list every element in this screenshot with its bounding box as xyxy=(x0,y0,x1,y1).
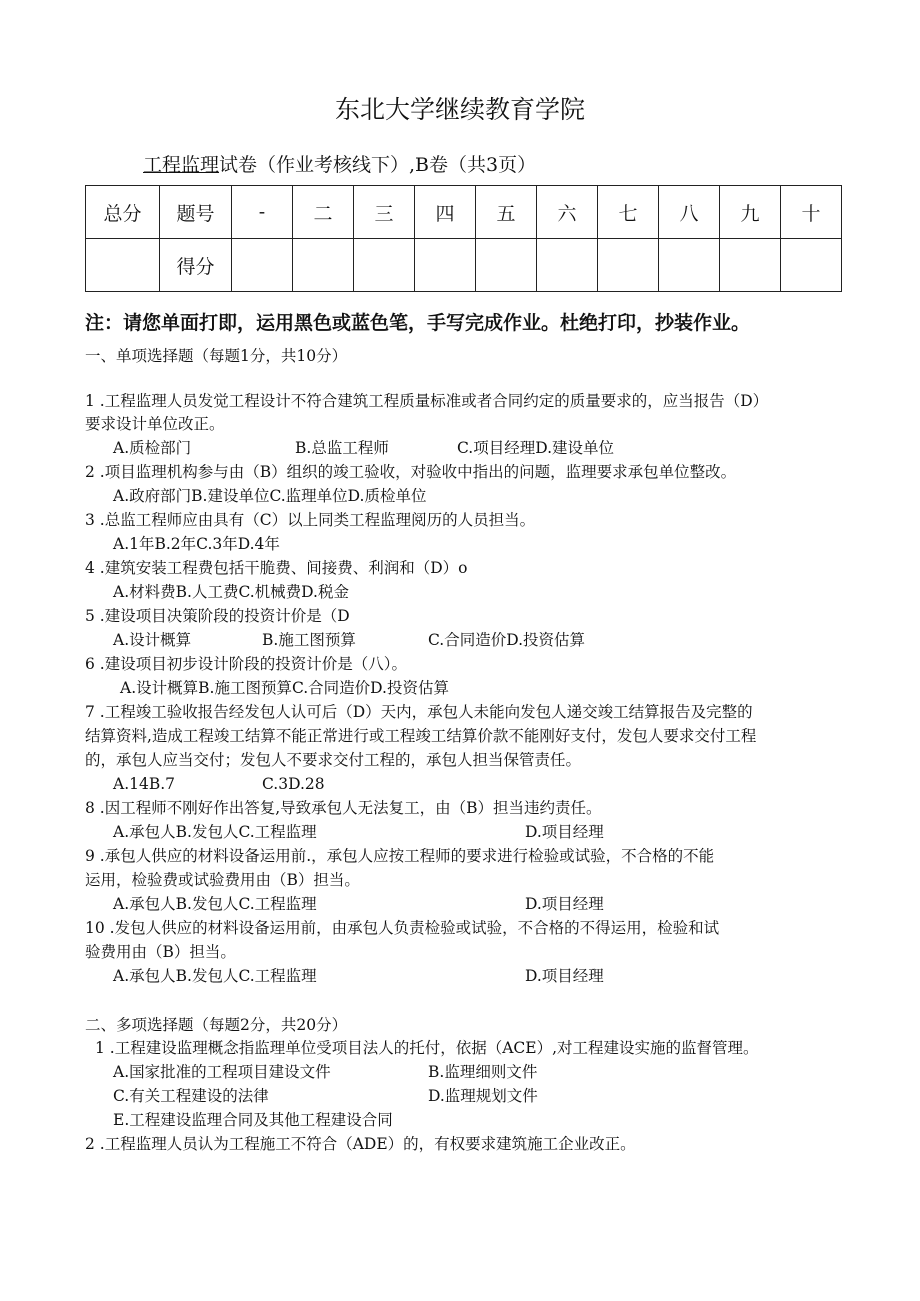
score-cell: 二 xyxy=(293,186,354,239)
score-table xyxy=(85,185,842,292)
question-text: 9 .承包人供应的材料设备运用前.，承包人应按工程师的要求进行检验或试验，不合格的不能 xyxy=(85,847,715,865)
option-text: B.总监工程师 xyxy=(295,439,389,457)
option-text: D.项目经理 xyxy=(525,823,604,841)
option-text: B.监理细则文件 xyxy=(428,1063,538,1081)
score-cell: 九 xyxy=(720,186,781,239)
option-text: A.承包人B.发包人C.工程监理 xyxy=(113,895,317,913)
question-text: 2 .项目监理机构参与由（B）组织的竣工验收，对验收中指出的问题，监理要求承包单位整改。 xyxy=(85,463,737,481)
score-blank xyxy=(232,239,293,292)
score-table-header-row xyxy=(86,186,842,239)
score-cell: 四 xyxy=(415,186,476,239)
score-blank xyxy=(354,239,415,292)
total-score-blank xyxy=(86,239,160,292)
question-text: 3 .总监工程师应由具有（C）以上同类工程监理阅历的人员担当。 xyxy=(85,511,536,529)
section-heading: 一、单项选择题（每题1分，共10分） xyxy=(85,347,348,365)
option-text: C.有关工程建设的法律 xyxy=(113,1087,269,1105)
score-blank xyxy=(537,239,598,292)
score-blank xyxy=(415,239,476,292)
option-text: D.监理规划文件 xyxy=(428,1087,538,1105)
score-blank xyxy=(781,239,842,292)
question-text: 1 .工程监理人员发觉工程设计不符合建筑工程质量标准或者合同约定的质量要求的，应当报告（D） xyxy=(85,392,769,410)
option-text: C.项目经理D.建设单位 xyxy=(457,439,615,457)
score-cell: 三 xyxy=(354,186,415,239)
exam-subtitle xyxy=(143,150,536,177)
instruction-note: 注：请您单面打即，运用黑色或蓝色笔，手写完成作业。杜绝打印，抄装作业。 xyxy=(85,312,751,334)
option-text: B.施工图预算 xyxy=(262,631,356,649)
score-table-score-row xyxy=(86,239,842,292)
exam-info: 试卷（作业考核线下）,B卷（共3页） xyxy=(219,154,537,176)
option-text: A.政府部门B.建设单位C.监理单位D.质检单位 xyxy=(113,487,427,505)
option-text: C.3D.28 xyxy=(262,775,325,793)
question-text: 结算资料,造成工程竣工结算不能正常进行或工程竣工结算价款不能刚好支付，发包人要求交付工程 xyxy=(85,727,757,745)
option-text: A.材料费B.人工费C.机械费D.税金 xyxy=(113,583,349,601)
school-title: 东北大学继续教育学院 xyxy=(334,95,585,124)
score-blank xyxy=(293,239,354,292)
option-text: A.承包人B.发包人C.工程监理 xyxy=(113,823,317,841)
option-text: C.合同造价D.投资估算 xyxy=(428,631,586,649)
section-heading: 二、多项选择题（每题2分，共20分） xyxy=(85,1016,348,1034)
question-text: 5 .建设项目决策阶段的投资计价是（D xyxy=(85,607,350,625)
question-text: 验费用由（B）担当。 xyxy=(85,943,236,961)
score-cell: 六 xyxy=(537,186,598,239)
question-text: 10 .发包人供应的材料设备运用前，由承包人负责检验或试验，不合格的不得运用，检验和试 xyxy=(85,919,720,937)
score-cell: - xyxy=(232,186,293,239)
question-text: 7 .工程竣工验收报告经发包人认可后（D）天内，承包人未能向发包人递交竣工结算报告及完整的 xyxy=(85,703,753,721)
option-text: A.质检部门 xyxy=(113,439,192,457)
option-text: A.14B.7 xyxy=(113,775,176,793)
question-text: 8 .因工程师不刚好作出答复,导致承包人无法复工，由（B）担当违约责任。 xyxy=(85,799,602,817)
score-blank xyxy=(598,239,659,292)
question-text: 4 .建筑安装工程费包括干脆费、间接费、利润和（D）o xyxy=(85,559,468,577)
score-blank xyxy=(659,239,720,292)
option-text: A.设计概算 xyxy=(113,631,192,649)
option-text: A.1年B.2年C.3年D.4年 xyxy=(113,535,280,553)
option-text: D.项目经理 xyxy=(525,967,604,985)
score-cell: 五 xyxy=(476,186,537,239)
score-label: 得分 xyxy=(160,239,232,292)
option-text: A.设计概算B.施工图预算C.合同造价D.投资估算 xyxy=(120,679,449,697)
score-cell: 七 xyxy=(598,186,659,239)
question-text: 1 .工程建设监理概念指监理单位受项目法人的托付，依据（ACE）,对工程建设实施的监督管理。 xyxy=(95,1039,759,1057)
question-text: 2 .工程监理人员认为工程施工不符合（ADE）的，有权要求建筑施工企业改正。 xyxy=(85,1135,636,1153)
option-text: E.工程建设监理合同及其他工程建设合同 xyxy=(113,1111,393,1129)
option-text: A.国家批准的工程项目建设文件 xyxy=(113,1063,331,1081)
question-text: 的，承包人应当交付；发包人不要求交付工程的，承包人担当保管责任。 xyxy=(85,751,582,769)
score-blank xyxy=(476,239,537,292)
score-cell: 八 xyxy=(659,186,720,239)
question-text: 6 .建设项目初步设计阶段的投资计价是（八）。 xyxy=(85,655,407,673)
question-text: 要求设计单位改正。 xyxy=(85,415,225,433)
score-cell: 题号 xyxy=(160,186,232,239)
option-text: D.项目经理 xyxy=(525,895,604,913)
score-cell: 总分 xyxy=(86,186,160,239)
score-cell: 十 xyxy=(781,186,842,239)
course-name: 工程监理 xyxy=(143,154,220,176)
score-blank xyxy=(720,239,781,292)
option-text: A.承包人B.发包人C.工程监理 xyxy=(113,967,317,985)
question-text: 运用，检验费或试验费用由（B）担当。 xyxy=(85,871,360,889)
